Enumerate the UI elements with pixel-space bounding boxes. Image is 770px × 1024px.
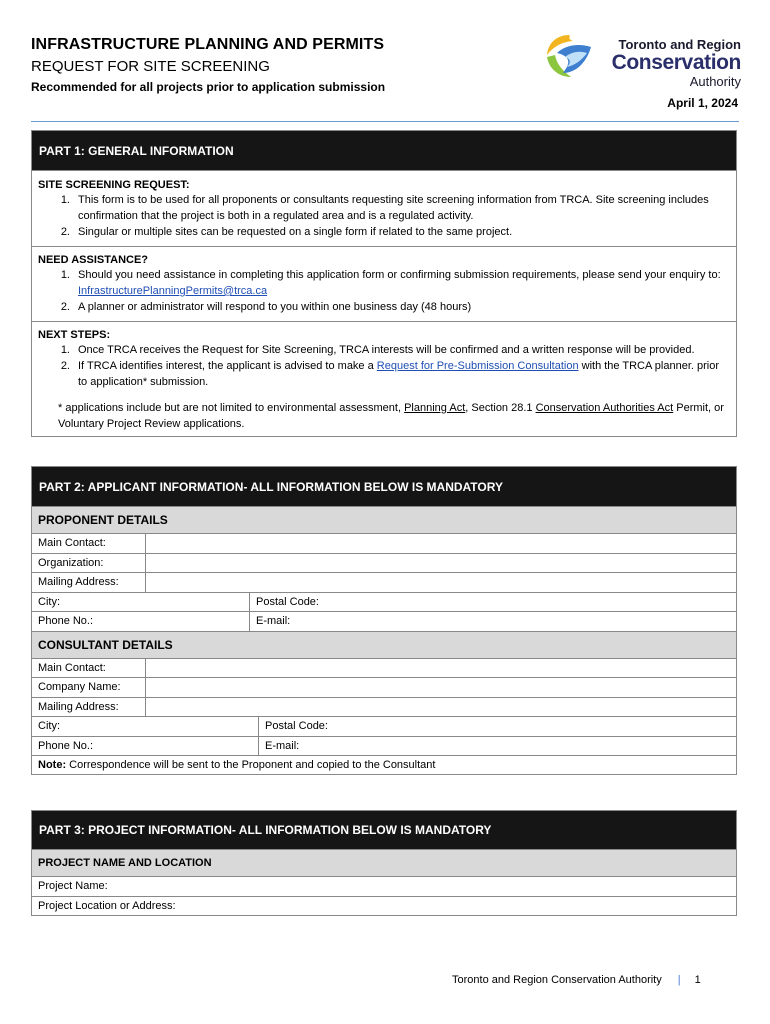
consultant-mailing-input[interactable] xyxy=(145,698,736,717)
site-screening-block xyxy=(32,170,736,246)
trca-logo xyxy=(543,31,743,93)
proponent-email-input[interactable]: E-mail: xyxy=(249,612,736,631)
assistance-title: NEED ASSISTANCE? xyxy=(38,254,149,266)
list-item: 1. This form is to be used for all proponents or consultants requesting site screening information from TRCA. Site screening includes confirmation that the project is both in a regulated area and is a regulated activity. xyxy=(60,194,709,222)
table-row xyxy=(32,876,736,896)
project-location-input[interactable]: Project Location or Address: xyxy=(38,899,176,912)
table-row xyxy=(32,533,736,553)
table-row xyxy=(32,677,736,697)
consultant-city-input[interactable]: City: xyxy=(38,720,60,733)
proponent-main-contact-input[interactable] xyxy=(145,534,736,553)
part-2-section xyxy=(31,466,737,775)
project-name-location-heading: PROJECT NAME AND LOCATION xyxy=(32,849,736,876)
field-label: Mailing Address: xyxy=(38,700,119,713)
consultant-postal-input[interactable]: Postal Code: xyxy=(258,717,736,736)
field-label: Main Contact: xyxy=(38,661,106,674)
recommendation-text: Recommended for all projects prior to application submission xyxy=(31,80,386,94)
part-1-section xyxy=(31,130,737,437)
document-subtitle: REQUEST FOR SITE SCREENING xyxy=(31,58,270,75)
field-label: Company Name: xyxy=(38,681,121,694)
list-item: 1. Once TRCA receives the Request for Site Screening, TRCA interests will be confirmed and a written response will be provided. xyxy=(60,344,695,356)
document-title: INFRASTRUCTURE PLANNING AND PERMITS xyxy=(31,36,385,53)
email-link[interactable]: InfrastructurePlanningPermits@trca.ca xyxy=(78,285,268,297)
part-1-heading: PART 1: GENERAL INFORMATION xyxy=(32,131,736,170)
consultant-phone-input[interactable]: Phone No.: xyxy=(38,739,94,752)
conservation-act-link[interactable]: Conservation Authorities Act xyxy=(535,402,674,414)
page-footer xyxy=(452,974,701,986)
document-date: April 1, 2024 xyxy=(667,96,738,110)
field-label: Organization: xyxy=(38,556,104,569)
consultant-company-input[interactable] xyxy=(145,678,736,697)
proponent-mailing-input[interactable] xyxy=(145,573,736,592)
assistance-block xyxy=(32,246,736,321)
next-steps-block xyxy=(32,321,736,436)
proponent-phone-input[interactable]: Phone No.: xyxy=(38,615,94,628)
proponent-postal-input[interactable]: Postal Code: xyxy=(249,593,736,612)
logo-line-1: Toronto and Region xyxy=(618,37,741,52)
logo-line-2: Conservation xyxy=(611,51,741,74)
header-divider xyxy=(31,121,739,122)
consultant-details-heading: CONSULTANT DETAILS xyxy=(32,631,736,658)
site-screening-title: SITE SCREENING REQUEST: xyxy=(38,179,190,191)
consultant-main-contact-input[interactable] xyxy=(145,659,736,678)
next-steps-title: NEXT STEPS: xyxy=(38,329,111,341)
list-item: 2. Singular or multiple sites can be requested on a single form if related to the same project. xyxy=(60,226,513,238)
logo-line-3: Authority xyxy=(689,74,741,89)
table-row xyxy=(32,611,736,631)
table-row xyxy=(32,572,736,592)
list-item: 2. If TRCA identifies interest, the applicant is advised to make a Request for Pre-Submission Consultation with the TRCA planner. prior to application* submission. xyxy=(60,360,719,388)
trca-logo-icon xyxy=(543,31,595,79)
page-number: 1 xyxy=(694,974,701,986)
footer-separator: | xyxy=(677,974,681,986)
proponent-organization-input[interactable] xyxy=(145,554,736,573)
correspondence-note: Note: Correspondence will be sent to the Proponent and copied to the Consultant xyxy=(32,755,736,774)
field-label: Main Contact: xyxy=(38,537,106,550)
footer-org: Toronto and Region Conservation Authority xyxy=(452,974,662,986)
part-3-heading: PART 3: PROJECT INFORMATION - ALL INFORMATION BELOW IS MANDATORY xyxy=(32,811,736,849)
applications-footnote: * applications include but are not limited to environmental assessment, Planning Act, Section 28.1 Conservation Authorities Act Permit, or Voluntary Project Review applications. xyxy=(58,402,724,430)
pre-submission-link[interactable]: Request for Pre-Submission Consultation xyxy=(376,360,579,372)
list-item: 1. Should you need assistance in completing this application form or confirming submission requirements, please send your enquiry to: InfrastructurePlanningPermits@trca.ca xyxy=(60,269,721,297)
table-row xyxy=(32,896,736,916)
table-row xyxy=(32,736,736,756)
part-3-section xyxy=(31,810,737,916)
table-row xyxy=(32,553,736,573)
table-row xyxy=(32,697,736,717)
field-label: Mailing Address: xyxy=(38,576,119,589)
list-item: 2. A planner or administrator will respond to you within one business day (48 hours) xyxy=(60,301,472,313)
part-2-heading: PART 2: APPLICANT INFORMATION - ALL INFORMATION BELOW IS MANDATORY xyxy=(32,467,736,506)
planning-act-link[interactable]: Planning Act xyxy=(404,402,466,414)
proponent-details-heading: PROPONENT DETAILS xyxy=(32,506,736,533)
project-name-input[interactable]: Project Name: xyxy=(38,880,108,893)
table-row xyxy=(32,658,736,678)
proponent-city-input[interactable]: City: xyxy=(38,595,60,608)
table-row xyxy=(32,716,736,736)
table-row xyxy=(32,592,736,612)
consultant-email-input[interactable]: E-mail: xyxy=(258,737,736,756)
